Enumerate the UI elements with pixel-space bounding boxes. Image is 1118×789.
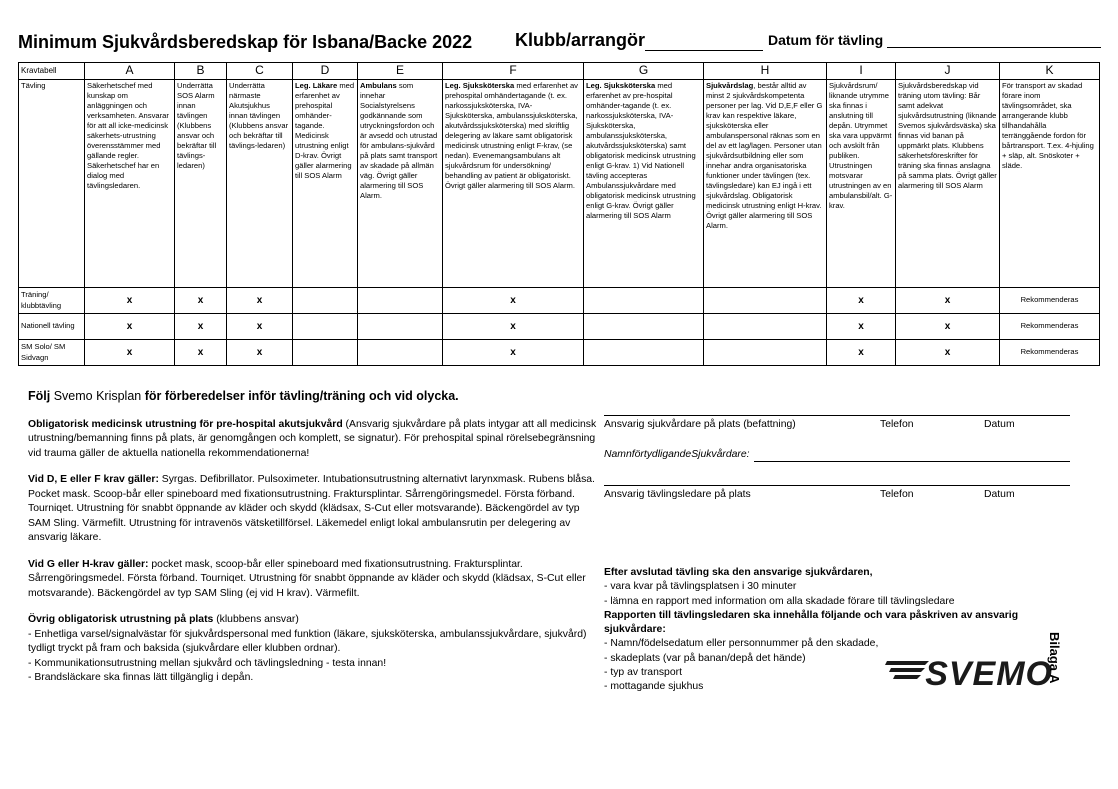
description-row-label: Tävling: [19, 80, 85, 288]
cell-g: [584, 314, 704, 340]
col-header-i: I: [827, 63, 896, 80]
cell-i: x: [827, 314, 896, 340]
cell-h: [704, 340, 827, 366]
cell-j: x: [896, 314, 1000, 340]
cell-d: [293, 288, 358, 314]
cell-j: x: [896, 340, 1000, 366]
cell-d: [293, 340, 358, 366]
cell-f: x: [443, 340, 584, 366]
desc-f: [443, 80, 584, 288]
cell-k: Rekommenderas: [1000, 314, 1100, 340]
gh-requirement-text: pocket mask, scoop-bår eller spineboard med fixationsutrustning. Fraktursplintar. Sårrengöringsmedel. Första förband. Tourniqet. Utrustning för snabbt öppnande av kläder och skydd (klädsax, S-Cut eller motsvarande). Bäckengördel av typ SAM Sling (ej vid H krav). Värmefilt.: [28, 558, 586, 599]
crisis-plan-link[interactable]: Svemo Krisplan: [50, 389, 145, 403]
list-item: - Namn/födelsedatum eller personnummer på den skadade,: [604, 638, 879, 650]
cell-a: x: [85, 340, 175, 366]
col-header-k: K: [1000, 63, 1100, 80]
cell-c: x: [227, 314, 293, 340]
col-header-f: F: [443, 63, 584, 80]
list-item: - lämna en rapport med information om alla skadade förare till tävlingsledare: [604, 595, 955, 607]
desc-e: [358, 80, 443, 288]
col-header-e: E: [358, 63, 443, 80]
leader-date-label: Datum: [984, 489, 1015, 500]
list-item: - typ av transport: [604, 667, 682, 679]
desc-k: För transport av skadad förare inom tävlingsområdet, ska arrangerande klubb tillhandahålla terränggående fordon för bårtransport. T.ex. 4-hjuling + släp, alt. Snöskoter + släde.: [1000, 80, 1100, 288]
cell-k: Rekommenderas: [1000, 288, 1100, 314]
desc-a: Säkerhetschef med kunskap om anläggningen och verksamheten. Ansvarar för att all icke-medicinsk säkerhets-utrustning överensstämmer med gällande regler. Säkerhetschef har en dialog med tävlingsledaren.: [85, 80, 175, 288]
cell-b: x: [175, 288, 227, 314]
desc-b: Underrätta SOS Alarm innan tävlingen (Klubbens ansvar och bekräftar till tävlings-ledaren): [175, 80, 227, 288]
list-item: - Enhetliga varsel/signalvästar för sjukvårdspersonal med funktion (läkare, sjuksköterska, ambulanssjukvårdare, sjukvård) tydligt tryckt på fram och baksida (sjukvårdare eller klubben ordnar).: [28, 628, 587, 654]
list-item: - vara kvar på tävlingsplatsen i 30 minuter: [604, 581, 797, 593]
cell-c: x: [227, 340, 293, 366]
gh-requirement-paragraph: [28, 558, 598, 602]
report-title: Rapporten till tävlingsledaren ska innehålla följande och vara påskriven av ansvarig sjukvårdare:: [604, 609, 1019, 636]
table-row: [19, 288, 1100, 314]
desc-g-text: med erfarenhet av pre-hospital omhänder-tagande (t. ex. narkossjuksköterska, IVA-Sjuksköterska, ambulanssjuksköterska, akutvårdssjuksköterska) samt obligatorisk medicinsk utrustning enligt G-krav. 1) Vid Nationell tävling accepteras Ambulanssjukvårdare med obligatorisk medicinsk utrustning enligt G-krav. Övrigt gäller alarmering till SOS Alarm: [586, 81, 696, 221]
cell-e: [358, 314, 443, 340]
cell-e: [358, 288, 443, 314]
leader-signature[interactable]: [604, 485, 1070, 503]
desc-d: [293, 80, 358, 288]
list-item: - Kommunikationsutrustning mellan sjukvård och tävlingsledning - testa innan!: [28, 657, 387, 669]
requirement-table: [18, 62, 1100, 366]
desc-j: Sjukvårdsberedskap vid träning utom tävling: Bår samt adekvat sjukvårdsutrustning (liknande Svemos sjukvårdsväska) ska finnas vid banan på uppmärkt plats. Klubbens säkerhetsföreskrifter för träning ska finnas anslagna på samma plats. Övrigt gäller alarmering till SOS Alarm: [896, 80, 1000, 288]
club-label: Klubb/arrangör: [515, 30, 646, 50]
desc-f-text: med erfarenhet av prehospital omhändertagande (t. ex. narkossjuksköterska, IVA-Sjuksköterska, ambulanssjuksköterska, akutvårdssjuksköterska) med skriftlig delegering av läkare samt obligatorisk medicinsk utrustning enligt F-krav, (se nedan). Evenemangsambulans alt sjukvårdsrum för undersökning/ behandling av patient är obligatoriskt. Övrigt gäller alarmering till SOS Alarm.: [445, 81, 578, 191]
table-row: [19, 340, 1100, 366]
cell-a: x: [85, 314, 175, 340]
desc-d-title: Leg. Läkare: [295, 81, 338, 90]
svemo-logo-text: SVEMO: [925, 655, 1053, 689]
cell-g: [584, 288, 704, 314]
page-header: [18, 30, 1103, 56]
row-label: SM Solo/ SM Sidvagn: [19, 340, 85, 366]
medic-date-label: Datum: [984, 419, 1015, 430]
row-label: Nationell tävling: [19, 314, 85, 340]
col-header-b: B: [175, 63, 227, 80]
cell-f: x: [443, 314, 584, 340]
cell-h: [704, 314, 827, 340]
cell-a: x: [85, 288, 175, 314]
cell-k: Rekommenderas: [1000, 340, 1100, 366]
leader-signature-line[interactable]: [604, 485, 1070, 486]
page-title: Minimum Sjukvårdsberedskap för Isbana/Backe 2022: [18, 32, 473, 52]
cell-b: x: [175, 340, 227, 366]
col-header-h: H: [704, 63, 827, 80]
med-equipment-paragraph: [28, 418, 598, 462]
desc-e-text: som innehar Socialstyrelsens godkännande som utryckningsfordon och är avsedd och utrustad för ambulans-sjukvård på plats samt transport av skadade på allmän väg. Övrigt gäller alarmering till SOS Alarm.: [360, 81, 438, 201]
desc-e-title: Ambulans: [360, 81, 397, 90]
description-row: [19, 80, 1100, 288]
desc-h-title: Sjukvårdslag: [706, 81, 754, 90]
def-requirement-paragraph: [28, 473, 598, 546]
cell-d: [293, 314, 358, 340]
equipment-section: [28, 389, 598, 698]
medic-signature[interactable]: [604, 415, 1070, 433]
nurse-name-label: NamnförtydligandeSjukvårdare:: [604, 449, 750, 460]
medic-signature-label: Ansvarig sjukvårdare på plats (befattning): [604, 419, 796, 430]
follow-text-3: för förberedelser inför tävling/träning och vid olycka.: [144, 389, 459, 403]
cell-b: x: [175, 314, 227, 340]
follow-text-1: Följ: [28, 389, 51, 403]
def-requirement-title: Vid D, E eller F krav gäller:: [28, 474, 159, 485]
cell-g: [584, 340, 704, 366]
col-header-j: J: [896, 63, 1000, 80]
def-requirement-text: Syrgas. Defibrillator. Pulsoximeter. Intubationsutrustning alternativt larynxmask. Rubens blåsa. Pocket mask. Scoop-bår eller spineboard med fixationsutrustning. Fraktursplintar. Sårrengöringsmedel. Första förband. Tourniqet. Utrustning för snabbt öppnande av kläder och skydd (klädsax, S-Cut eller motsvarande). Bäckengördel av typ SAM Sling. Värmefilt. Utrustning för intravenös vätsketillförsel. Läkemedel enligt lokal ambulansrutin per delegering av ansvarig läkare.: [28, 474, 595, 543]
annex-label: Bilaga A: [1047, 632, 1062, 684]
corner-label: Kravtabell: [19, 63, 85, 80]
medic-phone-label: Telefon: [880, 419, 914, 430]
cell-i: x: [827, 288, 896, 314]
cell-h: [704, 288, 827, 314]
nurse-name-field[interactable]: [604, 449, 1070, 460]
list-item: - Brandsläckare ska finnas lätt tillgänglig i depån.: [28, 672, 254, 683]
svemo-logo-svg: [885, 655, 1055, 689]
desc-h-text: , består alltid av minst 2 sjukvårdskompetenta personer per lag. Vid D,E,F eller G krav kan respektive läkare, sjuksköterska eller ambulanspersonal räknas som en del av ett lag/lagen. Personer utan sjukvårdsutbildning eller som innehar andra organisatoriska funktioner under tävlingen (tex. tävlingsledare) kan EJ ingå i ett sjukvårdslag. Obligatorisk medicinsk utrustning enligt H-krav. Övrigt gäller alarmering till SOS Alarm.: [706, 81, 823, 231]
nurse-name-line[interactable]: [754, 461, 1070, 462]
table-header-row: [19, 63, 1100, 80]
desc-c: Underrätta närmaste Akutsjukhus innan tävlingen (Klubbens ansvar och bekräftar till tävlings-ledaren): [227, 80, 293, 288]
col-header-d: D: [293, 63, 358, 80]
row-label: Träning/ klubbtävling: [19, 288, 85, 314]
other-equipment-note: (klubbens ansvar): [213, 614, 299, 625]
desc-f-title: Leg. Sjuksköterska: [445, 81, 515, 90]
leader-signature-label: Ansvarig tävlingsledare på plats: [604, 489, 751, 500]
desc-g: [584, 80, 704, 288]
desc-g-title: Leg. Sjuksköterska: [586, 81, 656, 90]
list-item: - skadeplats (var på banan/depå det hände): [604, 652, 806, 664]
col-header-a: A: [85, 63, 175, 80]
after-title: Efter avslutad tävling ska den ansvarige sjukvårdaren,: [604, 567, 873, 578]
desc-i: Sjukvårdsrum/ liknande utrymme ska finnas i anslutning till depån. Utrymmet ska vara uppvärmt och avskilt från publiken. Utrustningen motsvarar utrustningen av en ambulansbil/alt. G-krav.: [827, 80, 896, 288]
club-input-line[interactable]: [645, 33, 763, 51]
table-row: [19, 314, 1100, 340]
list-item: - mottagande sjukhus: [604, 681, 704, 693]
col-header-c: C: [227, 63, 293, 80]
desc-d-text: med erfarenhet av prehospital omhänder-tagande. Medicinsk utrustning enligt D-krav. Övrigt gäller alarmering till SOS Alarm: [295, 81, 355, 181]
gh-requirement-title: Vid G eller H-krav gäller:: [28, 558, 149, 570]
svemo-logo-icon: [885, 655, 1055, 689]
other-equipment-paragraph: [28, 613, 598, 686]
follow-crisis-plan: [28, 389, 598, 404]
med-equipment-text: (Ansvarig sjukvårdare på plats intygar att all medicinsk utrustning/bemanning finns på plats, är genomgången och komplett, se signatur). För prehospital spinal rörelsebegränsning vid trauma gäller de aktuella nationella rekommendationerna!: [28, 418, 597, 459]
club-field[interactable]: [515, 30, 763, 51]
date-label: Datum för tävling: [768, 32, 884, 48]
cell-f: x: [443, 288, 584, 314]
leader-phone-label: Telefon: [880, 489, 914, 500]
cell-e: [358, 340, 443, 366]
col-header-g: G: [584, 63, 704, 80]
cell-c: x: [227, 288, 293, 314]
med-equipment-title: Obligatorisk medicinsk utrustning för pre-hospital akutsjukvård: [28, 418, 343, 430]
date-field[interactable]: [768, 32, 1101, 48]
cell-i: x: [827, 340, 896, 366]
cell-j: x: [896, 288, 1000, 314]
desc-h: [704, 80, 827, 288]
other-equipment-title: Övrig obligatorisk utrustning på plats: [28, 614, 214, 625]
medic-signature-line[interactable]: [604, 415, 1070, 416]
date-input-line[interactable]: [887, 34, 1101, 48]
